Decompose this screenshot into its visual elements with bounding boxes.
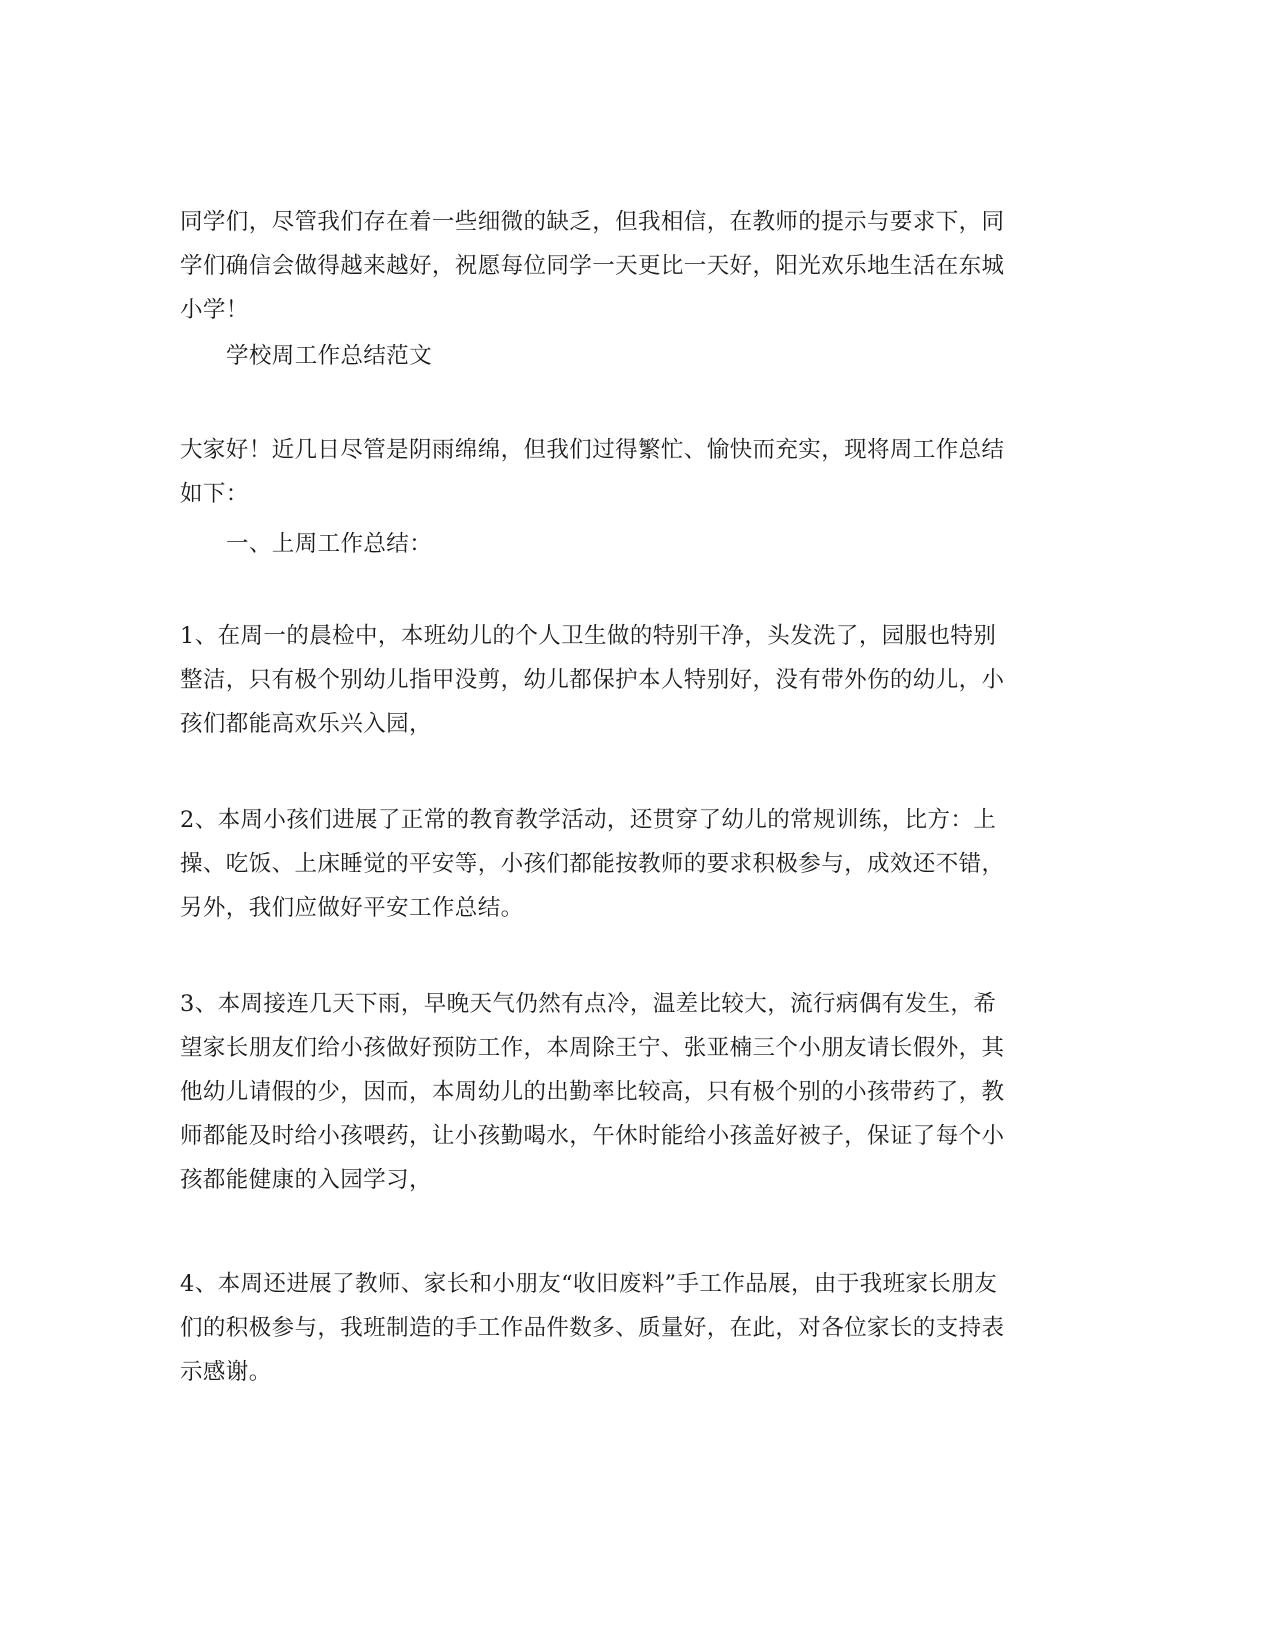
list-item-2: 2、本周小孩们进展了正常的教育教学活动，还贯穿了幼儿的常规训练，比方：上 操、吃饭、上床睡觉的平安等，小孩们都能按教师的要求积极参与，成效还不错， 另外，我们应做好平安工作总结。 bbox=[180, 807, 1005, 921]
greeting-paragraph: 大家好！近几日尽管是阴雨绵绵，但我们过得繁忙、愉快而充实，现将周工作总结 如下： bbox=[180, 437, 1005, 507]
section-title: 学校周工作总结范文 bbox=[226, 343, 433, 369]
list-item-4: 4、本周还进展了教师、家长和小朋友“收旧废料”手工作品展，由于我班家长朋友 们的积极参与，我班制造的手工作品件数多、质量好，在此，对各位家长的支持表 示感谢。 bbox=[180, 1271, 1005, 1385]
list-item-1: 1、在周一的晨检中，本班幼儿的个人卫生做的特别干净，头发洗了，园服也特别 整洁，只有极个别幼儿指甲没剪，幼儿都保护本人特别好，没有带外伤的幼儿，小 孩们都能高欢乐兴入园， bbox=[180, 623, 1005, 737]
closing-paragraph: 同学们，尽管我们存在着一些细微的缺乏，但我相信，在教师的提示与要求下，同 学们确信会做得越来越好，祝愿每位同学一天更比一天好，阳光欢乐地生活在东城 小学！ bbox=[180, 209, 1005, 323]
list-item-3: 3、本周接连几天下雨，早晚天气仍然有点冷，温差比较大，流行病偶有发生，希 望家长朋友们给小孩做好预防工作，本周除王宁、张亚楠三个小朋友请长假外，其 他幼儿请假的少，因而，本周幼儿的出勤率比较高，只有极个别的小孩带药了，教 师都能及时给小孩喂药，让小孩勤喝水，午休时能给小孩盖好被子，保证了每个小 孩都能健康的入园学习， bbox=[180, 991, 1005, 1193]
subsection-heading: 一、上周工作总结： bbox=[226, 531, 433, 557]
